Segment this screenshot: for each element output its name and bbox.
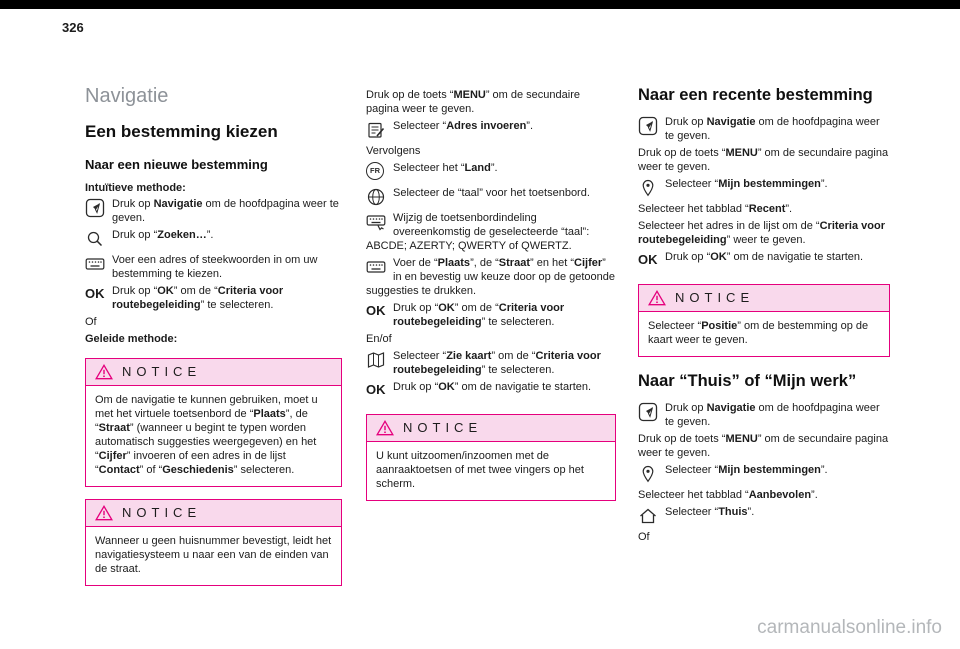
step-my-destinations bbox=[638, 463, 890, 485]
destinations-pin-icon bbox=[638, 464, 662, 484]
ok-icon: OK bbox=[638, 252, 658, 267]
step-keyboard-layout bbox=[366, 211, 616, 253]
notice-title: NOTICE bbox=[675, 290, 755, 305]
ok-icon: OK bbox=[85, 286, 105, 301]
warning-triangle-icon bbox=[648, 290, 666, 306]
notice-body bbox=[86, 527, 341, 585]
step-search bbox=[85, 228, 342, 250]
step-text: Druk op “OK” om de “Criteria voor routebegeleiding” te selecteren. bbox=[112, 285, 284, 311]
column-1 bbox=[85, 85, 342, 598]
step-text: Druk op “OK” om de navigatie te starten. bbox=[393, 381, 592, 393]
paragraph-tab-recent: Selecteer het tabblad “Recent”. bbox=[638, 203, 793, 215]
step-home bbox=[638, 505, 890, 527]
watermark: carmanualsonline.info bbox=[757, 617, 942, 638]
notice-body bbox=[639, 312, 889, 356]
subsection-heading: Naar een nieuwe bestemming bbox=[85, 157, 268, 172]
step-navigation bbox=[85, 197, 342, 225]
map-icon bbox=[366, 350, 390, 370]
step-see-map bbox=[366, 349, 616, 377]
connector-of: Of bbox=[638, 531, 650, 543]
step-text: Voer de “Plaats”, de “Straat” en het “Cijfer” in en bevestig uw keuze door op de getoonde suggesties te drukken. bbox=[366, 257, 615, 297]
step-text: Druk op “Zoeken…”. bbox=[112, 229, 214, 241]
step-my-destinations bbox=[638, 177, 890, 199]
step-address-entry bbox=[366, 119, 616, 141]
notice-header bbox=[639, 285, 889, 312]
heading-recent-destination: Naar een recente bestemming bbox=[638, 86, 873, 104]
step-text: Selecteer “Adres invoeren”. bbox=[393, 120, 534, 132]
paragraph-tab-recommended: Selecteer het tabblad “Aanbevolen”. bbox=[638, 489, 818, 501]
warning-triangle-icon bbox=[376, 420, 394, 436]
notice-header bbox=[367, 415, 615, 442]
step-text: Selecteer “Mijn bestemmingen”. bbox=[665, 178, 828, 190]
notice-text: Wanneer u geen huisnummer bevestigt, leidt het navigatiesysteem u naar een van de einden van de straat. bbox=[95, 535, 332, 575]
paragraph-address-list: Selecteer het adres in de lijst om de “Criteria voor routebegeleiding” weer te geven. bbox=[638, 220, 886, 246]
page-number: 326 bbox=[62, 20, 84, 35]
navigation-icon bbox=[85, 198, 109, 218]
notice-body bbox=[367, 442, 615, 500]
notice-title: NOTICE bbox=[122, 364, 202, 379]
heading-home-work: Naar “Thuis” of “Mijn werk” bbox=[638, 372, 857, 390]
destinations-pin-icon bbox=[638, 178, 662, 198]
step-ok bbox=[85, 284, 342, 312]
step-text: Selecteer “Zie kaart” om de “Criteria voor routebegeleiding” te selecteren. bbox=[393, 350, 601, 376]
country-fr-icon: FR bbox=[366, 162, 390, 182]
column-3 bbox=[638, 85, 890, 547]
step-navigation bbox=[638, 401, 890, 429]
step-text: Voer een adres of steekwoorden in om uw bestemming te kiezen. bbox=[112, 254, 318, 280]
step-navigation bbox=[638, 115, 890, 143]
method-label-guided: Geleide methode: bbox=[85, 333, 178, 345]
notice-text: Om de navigatie te kunnen gebruiken, moet u met het virtuele toetsenbord de “Plaats”, de “Straat” (wanneer u begint te typen worden automatisch suggesties weergegeven) en het “Cijfer” invoeren of een adres in de lijst “Contact” of “Geschiedenis” selecteren. bbox=[95, 394, 318, 476]
notice-box bbox=[85, 358, 342, 487]
ok-icon: OK bbox=[366, 382, 386, 397]
column-2 bbox=[366, 85, 616, 513]
home-icon bbox=[638, 506, 662, 526]
notice-box bbox=[638, 284, 890, 357]
step-ok-start bbox=[366, 380, 616, 402]
notice-text: Selecteer “Positie” om de bestemming op de kaart weer te geven. bbox=[648, 320, 869, 346]
step-ok-start bbox=[638, 250, 890, 272]
step-enter-address bbox=[366, 256, 616, 298]
navigation-icon bbox=[638, 402, 662, 422]
notice-box bbox=[366, 414, 616, 501]
step-text: Druk op Navigatie om de hoofdpagina weer te geven. bbox=[665, 402, 880, 428]
paragraph-menu: Druk op de toets “MENU” om de secundaire pagina weer te geven. bbox=[638, 147, 889, 173]
step-country bbox=[366, 161, 616, 183]
warning-triangle-icon bbox=[95, 505, 113, 521]
notice-title: NOTICE bbox=[122, 505, 202, 520]
connector-next: Vervolgens bbox=[366, 145, 421, 157]
notice-body bbox=[86, 386, 341, 486]
address-entry-icon bbox=[366, 120, 390, 140]
ok-icon: OK bbox=[366, 303, 386, 318]
keyboard-icon bbox=[366, 257, 390, 277]
step-language bbox=[366, 186, 616, 208]
connector-andor: En/of bbox=[366, 333, 392, 345]
step-text: Druk op “OK” om de “Criteria voor routebegeleiding” te selecteren. bbox=[393, 302, 565, 328]
keyboard-layout-icon bbox=[366, 212, 390, 232]
notice-header bbox=[86, 500, 341, 527]
notice-header bbox=[86, 359, 341, 386]
notice-box bbox=[85, 499, 342, 586]
top-bar bbox=[0, 0, 960, 9]
step-text: Selecteer de “taal” voor het toetsenbord. bbox=[393, 187, 590, 199]
method-label-intuitive: Intuïtieve methode: bbox=[85, 182, 186, 194]
warning-triangle-icon bbox=[95, 364, 113, 380]
globe-icon bbox=[366, 187, 390, 207]
navigation-icon bbox=[638, 116, 662, 136]
step-text: Druk op Navigatie om de hoofdpagina weer te geven. bbox=[665, 116, 880, 142]
notice-title: NOTICE bbox=[403, 420, 483, 435]
step-text: Selecteer “Thuis”. bbox=[665, 506, 755, 518]
step-text: Druk op “OK” om de navigatie te starten. bbox=[665, 251, 864, 263]
search-icon bbox=[85, 229, 109, 249]
section-heading: Een bestemming kiezen bbox=[85, 122, 278, 141]
step-text: Selecteer het “Land”. bbox=[393, 162, 498, 174]
step-text: Wijzig de toetsenbordindeling overeenkomstig de geselecteerde “taal”: ABCDE; AZERTY; QWERTY of QWERTZ. bbox=[366, 212, 590, 252]
step-ok-criteria bbox=[366, 301, 616, 329]
chapter-title: Navigatie bbox=[85, 85, 169, 107]
paragraph-menu: Druk op de toets “MENU” om de secundaire pagina weer te geven. bbox=[638, 433, 889, 459]
notice-text: U kunt uitzoomen/inzoomen met de aanraaktoetsen of met twee vingers op het scherm. bbox=[376, 450, 584, 490]
step-text: Selecteer “Mijn bestemmingen”. bbox=[665, 464, 828, 476]
step-keyboard bbox=[85, 253, 342, 281]
connector-of: Of bbox=[85, 316, 97, 328]
step-text: Druk op Navigatie om de hoofdpagina weer te geven. bbox=[112, 198, 339, 224]
paragraph-menu: Druk op de toets “MENU” om de secundaire pagina weer te geven. bbox=[366, 89, 580, 115]
keyboard-icon bbox=[85, 254, 109, 274]
